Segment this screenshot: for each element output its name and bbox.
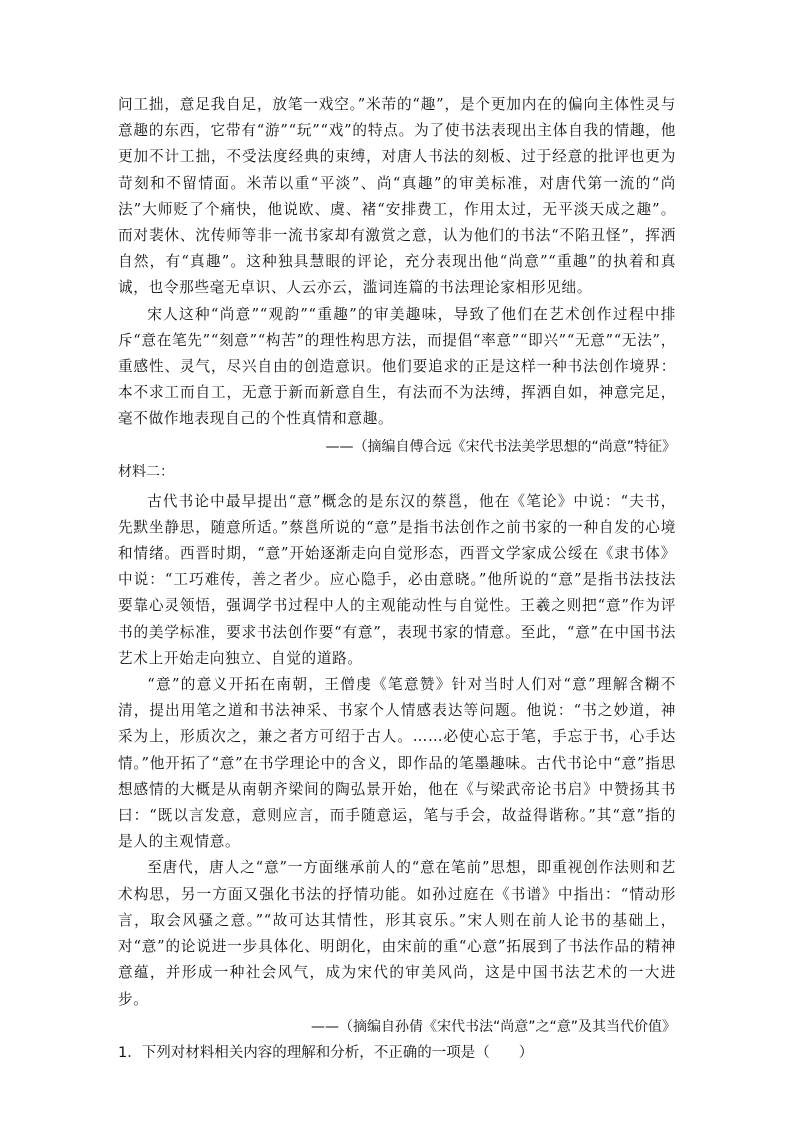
- material2-paragraph-1: 古代书论中最早提出“意”概念的是东汉的蔡邕，他在《笔论》中说：“夫书，先默坐静思，随意所适。”蔡邕所说的“意”是指书法创作之前书家的一种自发的心境和情绪。西晋时期，“意”开始逐渐走向自觉形态，西晋文学家成公绥在《隶书体》中说：“工巧难传，善之者少。应心隐手，必由意晓。”他所说的“意”是指书法技法要靠心灵领悟，强调学书过程中人的主观能动性与自觉性。王羲之则把“意”作为评书的美学标准，要求书法创作要“有意”，表现书家的情意。至此，“意”在中国书法艺术上开始走向独立、自觉的道路。: [118, 492, 676, 667]
- document-content: [118, 92, 676, 1065]
- material1-paragraph-2: 宋人这种“尚意”“观韵”“重趣”的审美趣味，导致了他们在艺术创作过程中排斥“意在笔先”“刻意”“构苦”的理性构思方法，而提倡“率意”“即兴”“无意”“无法”，重感性、灵气，尽兴自由的创造意识。他们要追求的正是这样一种书法创作境界：本不求工而自工，无意于新而新意自生，有法而不为法缚，挥洒自如，神意完足，毫不做作地表现自己的个性真情和意趣。: [118, 305, 676, 428]
- material1-paragraph-1: 问工拙，意足我自足，放笔一戏空。”米芾的“趣”，是个更加内在的偏向主体性灵与意趣的东西，它带有“游”“玩”“戏”的特点。为了使书法表现出主体自我的情趣，他更加不计工拙，不受法度经典的束缚，对唐人书法的刻板、过于经意的批评也更为苛刻和不留情面。米芾以重“平淡”、尚“真趣”的审美标准，对唐代第一流的“尚法”大师贬了个痛快，他说欧、虞、褚“安排费工，作用太过，无平淡天成之趣”。而对裴休、沈传师等非一流书家却有激赏之意，认为他们的书法“不陷丑怪”，挥洒自然，有“真趣”。这种独具慧眼的评论，充分表现出他“尚意”“重趣”的执着和真诚，也令那些毫无卓识、人云亦云，滥词连篇的书法理论家相形见绌。: [118, 96, 676, 297]
- material2-label: 材料二：: [118, 463, 174, 480]
- material2-paragraph-2: “意”的意义开拓在南朝，王僧虔《笔意赞》针对当时人们对“意”理解含糊不清，提出用笔之道和书法神采、书家个人情感表达等问题。他说：“书之妙道，神采为上，形质次之，兼之者方可绍于古人。……必使心忘于笔，手忘于书，心手达情。”他开拓了“意”在书学理论中的含义，即作品的笔墨趣味。古代书论中“意”指思想感情的大概是从南朝齐梁间的陶弘景开始，他在《与梁武帝论书启》中赞扬其书曰：“既以言发意，意则应言，而手随意运，笔与手会，故益得谐称。”其“意”指的是人的主观情意。: [118, 676, 676, 851]
- material2-paragraph-3: 至唐代，唐人之“意”一方面继承前人的“意在笔前”思想，即重视创作法则和艺术构思，另一方面又强化书法的抒情功能。如孙过庭在《书谱》中指出：“情动形言，取会风骚之意。”“故可达其情性，形其哀乐。”宋人则在前人论书的基础上，对“意”的论说进一步具体化、明朗化，由宋前的重“心意”拓展到了书法作品的精神意蕴，并形成一种社会风气，成为宋代的审美风尚，这是中国书法艺术的一大进步。: [118, 859, 676, 1008]
- question-1-text: 1．下列对材料相关内容的理解和分析，不正确的一项是（ ）: [118, 1044, 534, 1061]
- material2-source: ——（摘编自孙倩《宋代书法“尚意”之“意”及其当代价值》: [310, 1018, 676, 1035]
- material1-source: ——（摘编自傅合远《宋代书法美学思想的“尚意”特征》: [325, 438, 676, 455]
